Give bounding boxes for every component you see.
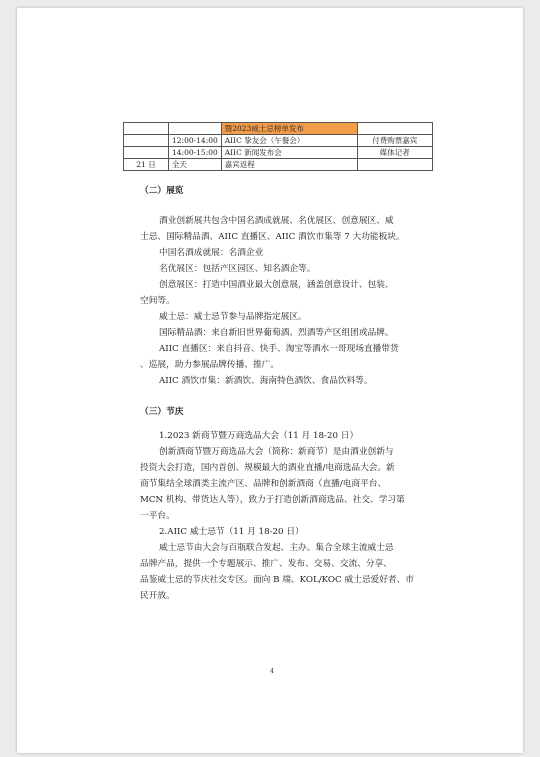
table-cell-note: 付费购票嘉宾: [357, 135, 432, 147]
table-cell-time: [169, 123, 222, 135]
table-cell-note: 媒体记者: [357, 147, 432, 159]
paragraph-line: 品牌产品，提供一个专题展示、推广、发布、交易、交流、分享、: [140, 559, 392, 569]
paragraph-line: 威士忌节由大会与百瓶联合发起、主办。集合全球主流威士忌: [159, 543, 394, 553]
page-number: 4: [270, 668, 274, 675]
paragraph-line: 国际精品酒：来自新旧世界葡萄酒、烈酒等产区组团或品牌。: [159, 328, 394, 338]
table-cell-event-highlighted: 暨2023威士忌榜单发布: [221, 123, 357, 135]
paragraph-line: AIIC 酒饮市集：新酒饮、海南特色酒饮、食品饮料等。: [159, 376, 373, 386]
table-cell-note: [357, 123, 432, 135]
paragraph-line: 空间等。: [140, 296, 175, 306]
table-cell-time: 全天: [169, 159, 222, 171]
schedule-table: [123, 122, 433, 171]
paragraph-line: 一平台。: [140, 511, 175, 521]
table-row: [124, 123, 433, 135]
table-cell-day: 21 日: [124, 159, 169, 171]
table-cell-day: [124, 123, 169, 135]
paragraph-line: 士忌、国际精品酒、AIIC 直播区、AIIC 酒饮市集等 7 大功能板块。: [140, 232, 405, 242]
paragraph-line: 名优展区：包括产区园区、知名酒企等。: [159, 264, 316, 274]
table-cell-note: [357, 159, 432, 171]
paragraph-line: 威士忌：威士忌节参与品牌指定展区。: [159, 312, 307, 322]
table-cell-day: [124, 147, 169, 159]
paragraph-line: 创新酒商节暨万商选品大会（简称：新商节）是由酒业创新与: [159, 447, 394, 457]
table-cell-day: [124, 135, 169, 147]
table-cell-event: 嘉宾返程: [221, 159, 357, 171]
paragraph-line: 、巡展，助力参展品牌传播、推广。: [140, 360, 279, 370]
paragraph-line: 1.2023 新商节暨万商选品大会（11 月 18-20 日）: [159, 431, 359, 441]
paragraph-line: AIIC 直播区：来自抖音、快手、淘宝等酒水一哥现场直播带货: [159, 344, 399, 354]
paragraph-line: 酒业创新展共包含中国名酒成就展、名优展区、创意展区、威: [159, 216, 394, 226]
paragraph-line: 商节集结全球酒类主流产区、品牌和创新酒商（直播/电商平台、: [140, 479, 387, 489]
table-row: [124, 147, 433, 159]
table-row: [124, 159, 433, 171]
paragraph-line: MCN 机构、带货达人等），致力于打造创新酒商选品、社交、学习第: [140, 495, 405, 505]
paragraph-line: 创意展区：打造中国酒业最大创意展，涵盖创意设计、包装、: [159, 280, 394, 290]
section-heading-festival: （三）节庆: [140, 407, 184, 417]
document-page: [17, 8, 523, 753]
table-cell-event: AIIC 挚友会（午餐会）: [221, 135, 357, 147]
table-cell-event: AIIC 新闻发布会: [221, 147, 357, 159]
table-cell-time: 14:00-15:00: [169, 147, 222, 159]
paragraph-line: 投资大会打造，国内首创、规模最大的酒业直播/电商选品大会。新: [140, 463, 395, 473]
paragraph-line: 中国名酒成就展：名酒企业: [159, 248, 264, 258]
table-cell-time: 12:00-14:00: [169, 135, 222, 147]
paragraph-line: 品鉴威士忌的节庆社交专区。面向 B 端、KOL/KOC 威士忌爱好者、市: [140, 575, 414, 585]
table-row: [124, 135, 433, 147]
paragraph-line: 2.AIIC 威士忌节（11 月 18-20 日）: [159, 527, 304, 537]
paragraph-line: 民开放。: [140, 591, 175, 601]
section-heading-exhibition: （二）展览: [140, 186, 184, 196]
